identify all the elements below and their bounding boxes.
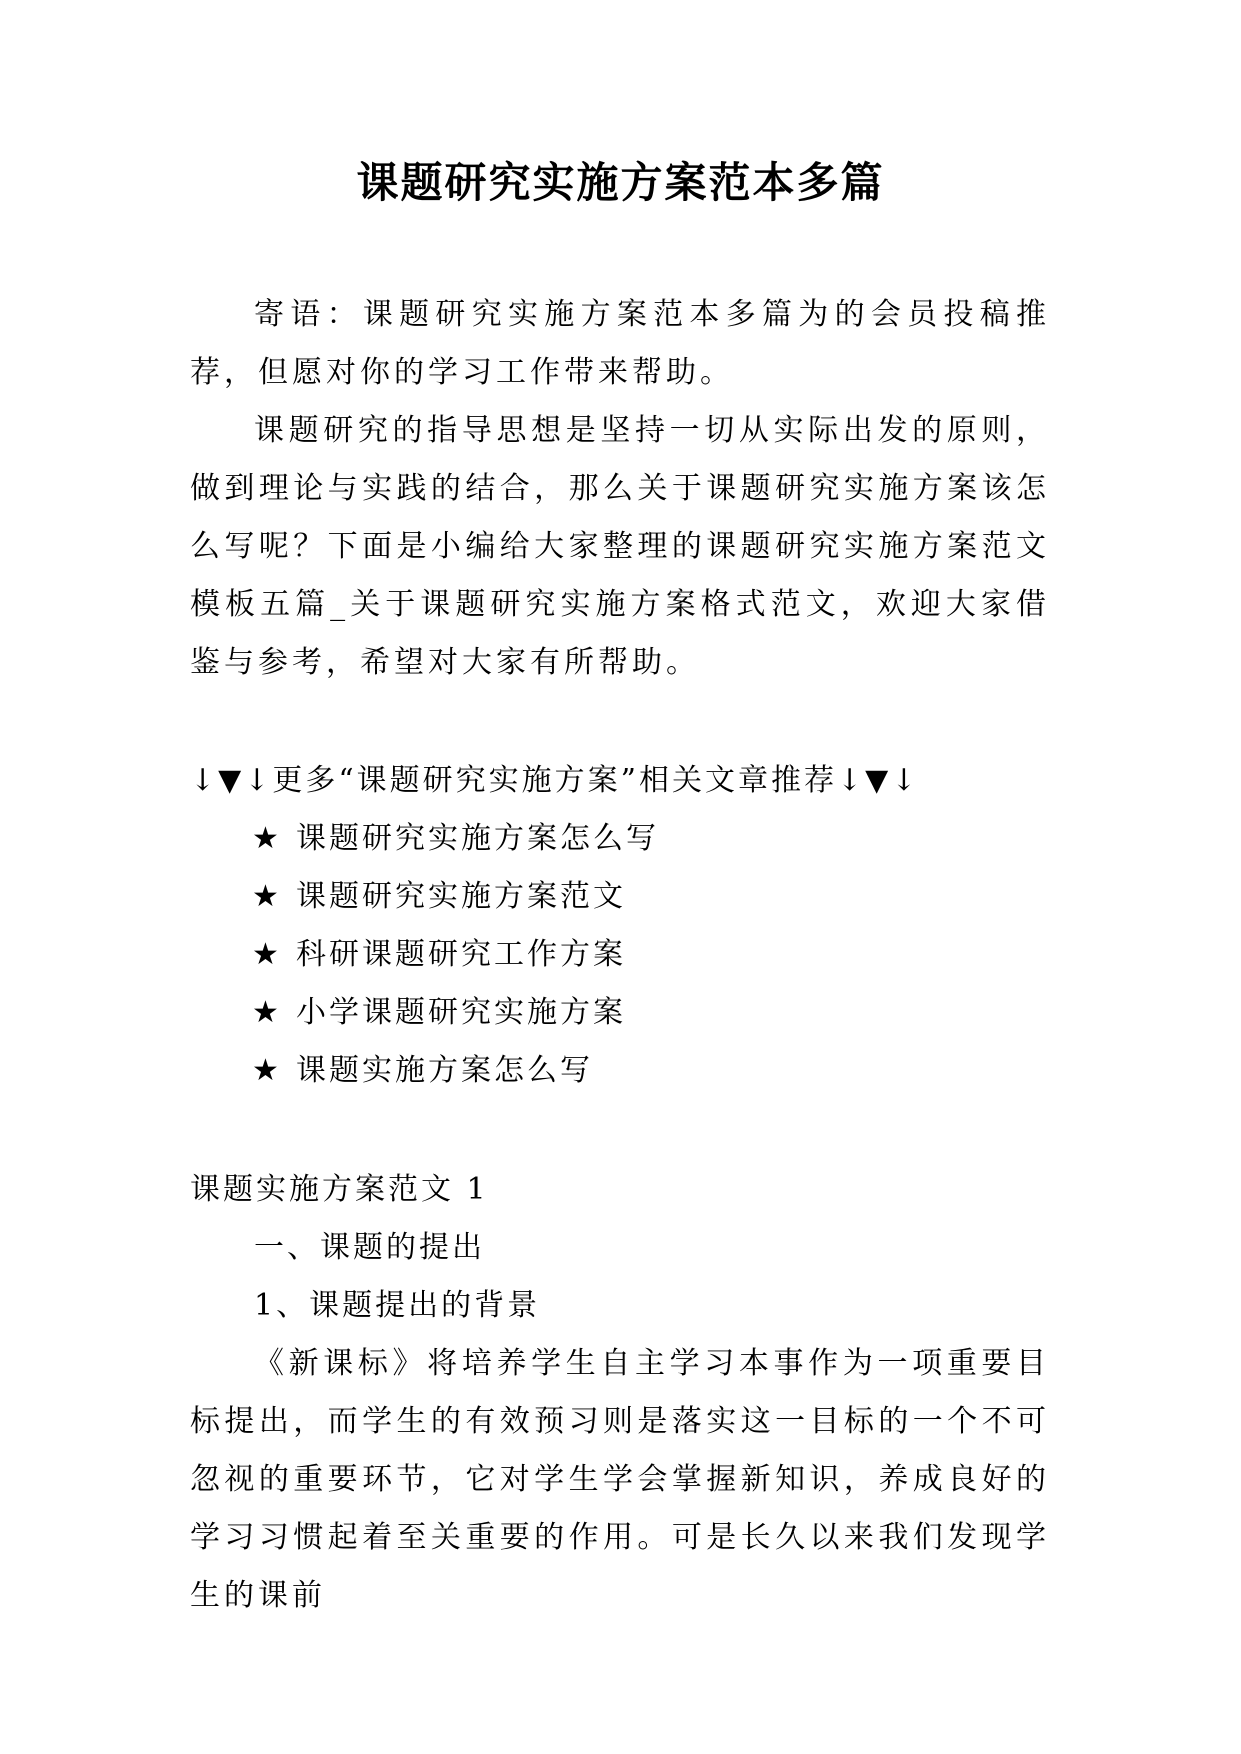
intro-paragraph: 寄语：课题研究实施方案范本多篇为的会员投稿推荐，但愿对你的学习工作带来帮助。	[190, 297, 1050, 390]
section-title: 课题实施方案范文 1	[190, 1172, 489, 1207]
star-icon: ★	[252, 1053, 282, 1088]
background-paragraph: 《新课标》将培养学生自主学习本事作为一项重要目标提出，而学生的有效预习则是落实这一目标的一个不可忽视的重要环节，它对学生学会掌握新知识，养成良好的学习习惯起着至关重要的作用。可是长久以来我们发现学生的课前	[190, 1346, 1050, 1613]
related-link-label[interactable]: 课题研究实施方案范文	[296, 879, 626, 914]
related-link-item[interactable]	[252, 1042, 659, 1100]
related-link-label[interactable]: 课题实施方案怎么写	[296, 1053, 593, 1088]
related-links-list	[252, 810, 659, 1100]
related-link-item[interactable]	[252, 926, 659, 984]
heading-level-1: 一、课题的提出	[254, 1230, 485, 1265]
star-icon: ★	[252, 821, 282, 856]
guide-paragraph: 课题研究的指导思想是坚持一切从实际出发的原则，做到理论与实践的结合，那么关于课题研究实施方案该怎么写呢？下面是小编给大家整理的课题研究实施方案范文模板五篇_关于课题研究实施方案格式范文，欢迎大家借鉴与参考，希望对大家有所帮助。	[190, 413, 1050, 680]
heading-level-2: 1、课题提出的背景	[254, 1288, 541, 1323]
star-icon: ★	[252, 937, 282, 972]
star-icon: ★	[252, 879, 282, 914]
related-link-item[interactable]	[252, 810, 659, 868]
document-title: 课题研究实施方案范本多篇	[356, 158, 885, 207]
related-link-label[interactable]: 小学课题研究实施方案	[296, 995, 626, 1030]
recommend-header: ↓▼↓更多“课题研究实施方案”相关文章推荐↓▼↓	[190, 763, 920, 798]
related-link-label[interactable]: 课题研究实施方案怎么写	[296, 821, 659, 856]
related-link-item[interactable]	[252, 868, 659, 926]
related-link-item[interactable]	[252, 984, 659, 1042]
related-link-label[interactable]: 科研课题研究工作方案	[296, 937, 626, 972]
star-icon: ★	[252, 995, 282, 1030]
